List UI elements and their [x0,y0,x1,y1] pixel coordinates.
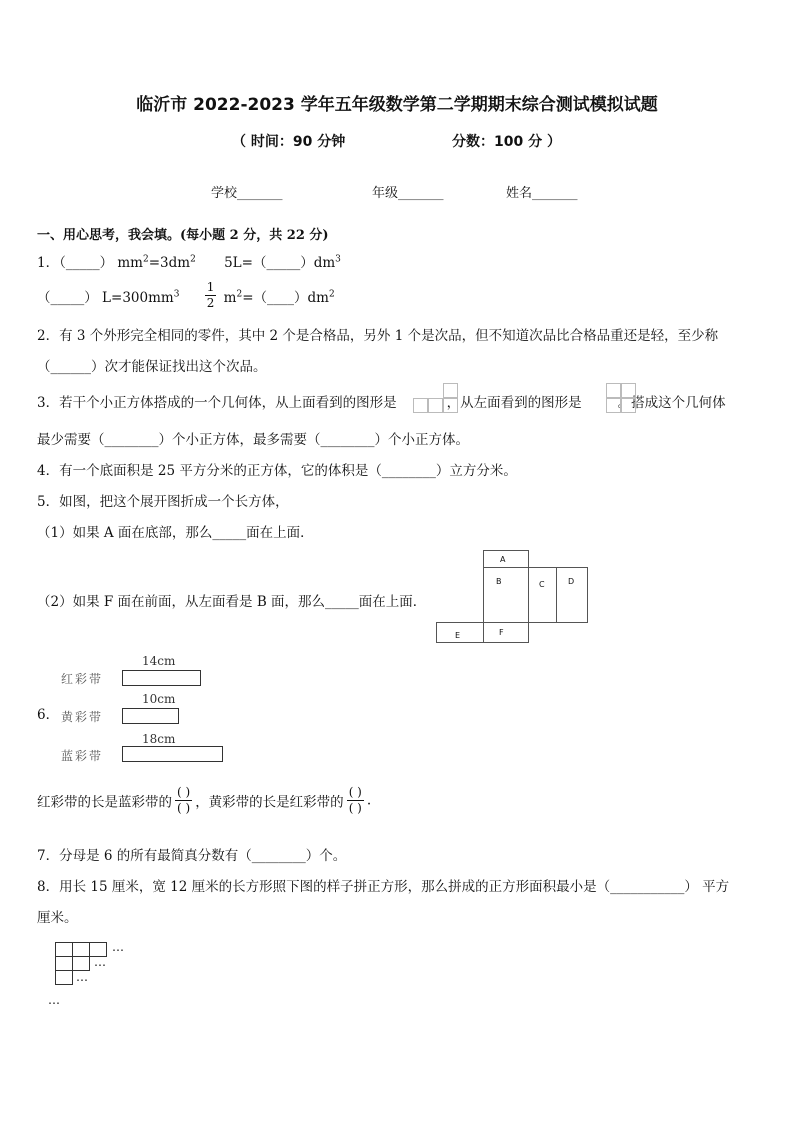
face-d-label: D [568,577,575,586]
q5-line3: （2）如果 F 面在前面，从左面看是 B 面，那么_____面在上面． [37,594,427,610]
q1-row1 [37,251,341,271]
blue-ribbon-length: 18cm [142,732,176,746]
red-ribbon-length: 14cm [142,654,176,668]
q2-line1: 2．有 3 个外形完全相同的零件，其中 2 个是合格品，另外 1 个是次品，但不知道次品比合格品重还是轻，至少称 [37,328,719,344]
q3-line2: 最少需要（________）个小正方体，最多需要（________）个小正方体。 [37,432,469,448]
blue-ribbon-bar [122,746,223,762]
yellow-ribbon-length: 10cm [142,692,176,706]
red-ribbon-label: 红彩带 [61,672,104,686]
q1-c: （_____） $L=300mm^3$ [37,289,180,306]
q6-number: 6． [37,707,60,723]
q8-line1: 8．用长 15 厘米，宽 12 厘米的长方形照下图的样子拼正方形，那么拼成的正方形面积最小是（___________） 平方 [37,879,730,895]
face-f-label: F [499,628,504,637]
q8-line2: 厘米。 [37,910,78,926]
section-heading: 一、用心思考，我会填。(每小题 2 分，共 22 分) [37,228,329,243]
q5-line1: 5．如图，把这个展开图折成一个长方体， [37,494,289,510]
yellow-ribbon-bar [122,708,179,724]
q1-d: $\frac{1}{2}$ $m^2=(\_\_\_\_)dm^2$ [206,280,335,310]
q4-line1: 4．有一个底面积是 25 平方分米的正方体，它的体积是（________）立方分米。 [37,463,517,479]
q6-question: 红彩带的长是蓝彩带的 $\frac{( )}{( )}$ ，黄彩带的长是红彩带的 $\frac{( )}{( )}$ . [37,785,372,815]
q1-a: 1．（_____） $mm^2=3dm^2$ [37,254,196,271]
school-field: 学校_______ [211,186,283,201]
blue-ribbon-label: 蓝彩带 [61,749,104,763]
yellow-ribbon-label: 黄彩带 [61,710,104,724]
q7-line1: 7．分母是 6 的所有最简真分数有（________）个。 [37,848,347,864]
q6-fraction-2: $\frac{( )}{( )}$ [348,785,362,815]
dots-3: … [76,970,88,984]
dots-4: … [48,993,60,1007]
grade-field: 年级_______ [372,186,444,201]
face-b-label: B [496,577,502,586]
face-a-label: A [500,555,506,564]
q1-row2 [37,280,335,311]
q2-line2: （______）次才能保证找出这个次品。 [37,359,267,375]
exam-time: （ 时间：90 分钟 [232,134,346,150]
q1-fraction: $\frac{1}{2}$ [206,280,215,310]
dots-1: … [112,940,124,954]
q3-line1: 3．若干个小正方体搭成的一个几何体，从上面看到的图形是 ，从左面看到的图形是 。搭成这个几何体 [37,395,726,411]
face-c-label: C [539,580,545,589]
page-title: 临沂市 2022-2023 学年五年级数学第二学期期末综合测试模拟试题 [136,95,658,115]
red-ribbon-bar [122,670,201,686]
face-e-label: E [455,631,461,640]
q6-fraction-1: $\frac{( )}{( )}$ [177,785,191,815]
exam-score: 分数：100 分 ） [452,134,561,150]
q1-b: $5L=(\_\_\_\_\_)dm^3$ [224,254,341,271]
dots-2: … [94,955,106,969]
q5-line2: （1）如果 A 面在底部，那么_____面在上面． [37,525,314,541]
name-field: 姓名_______ [506,186,578,201]
